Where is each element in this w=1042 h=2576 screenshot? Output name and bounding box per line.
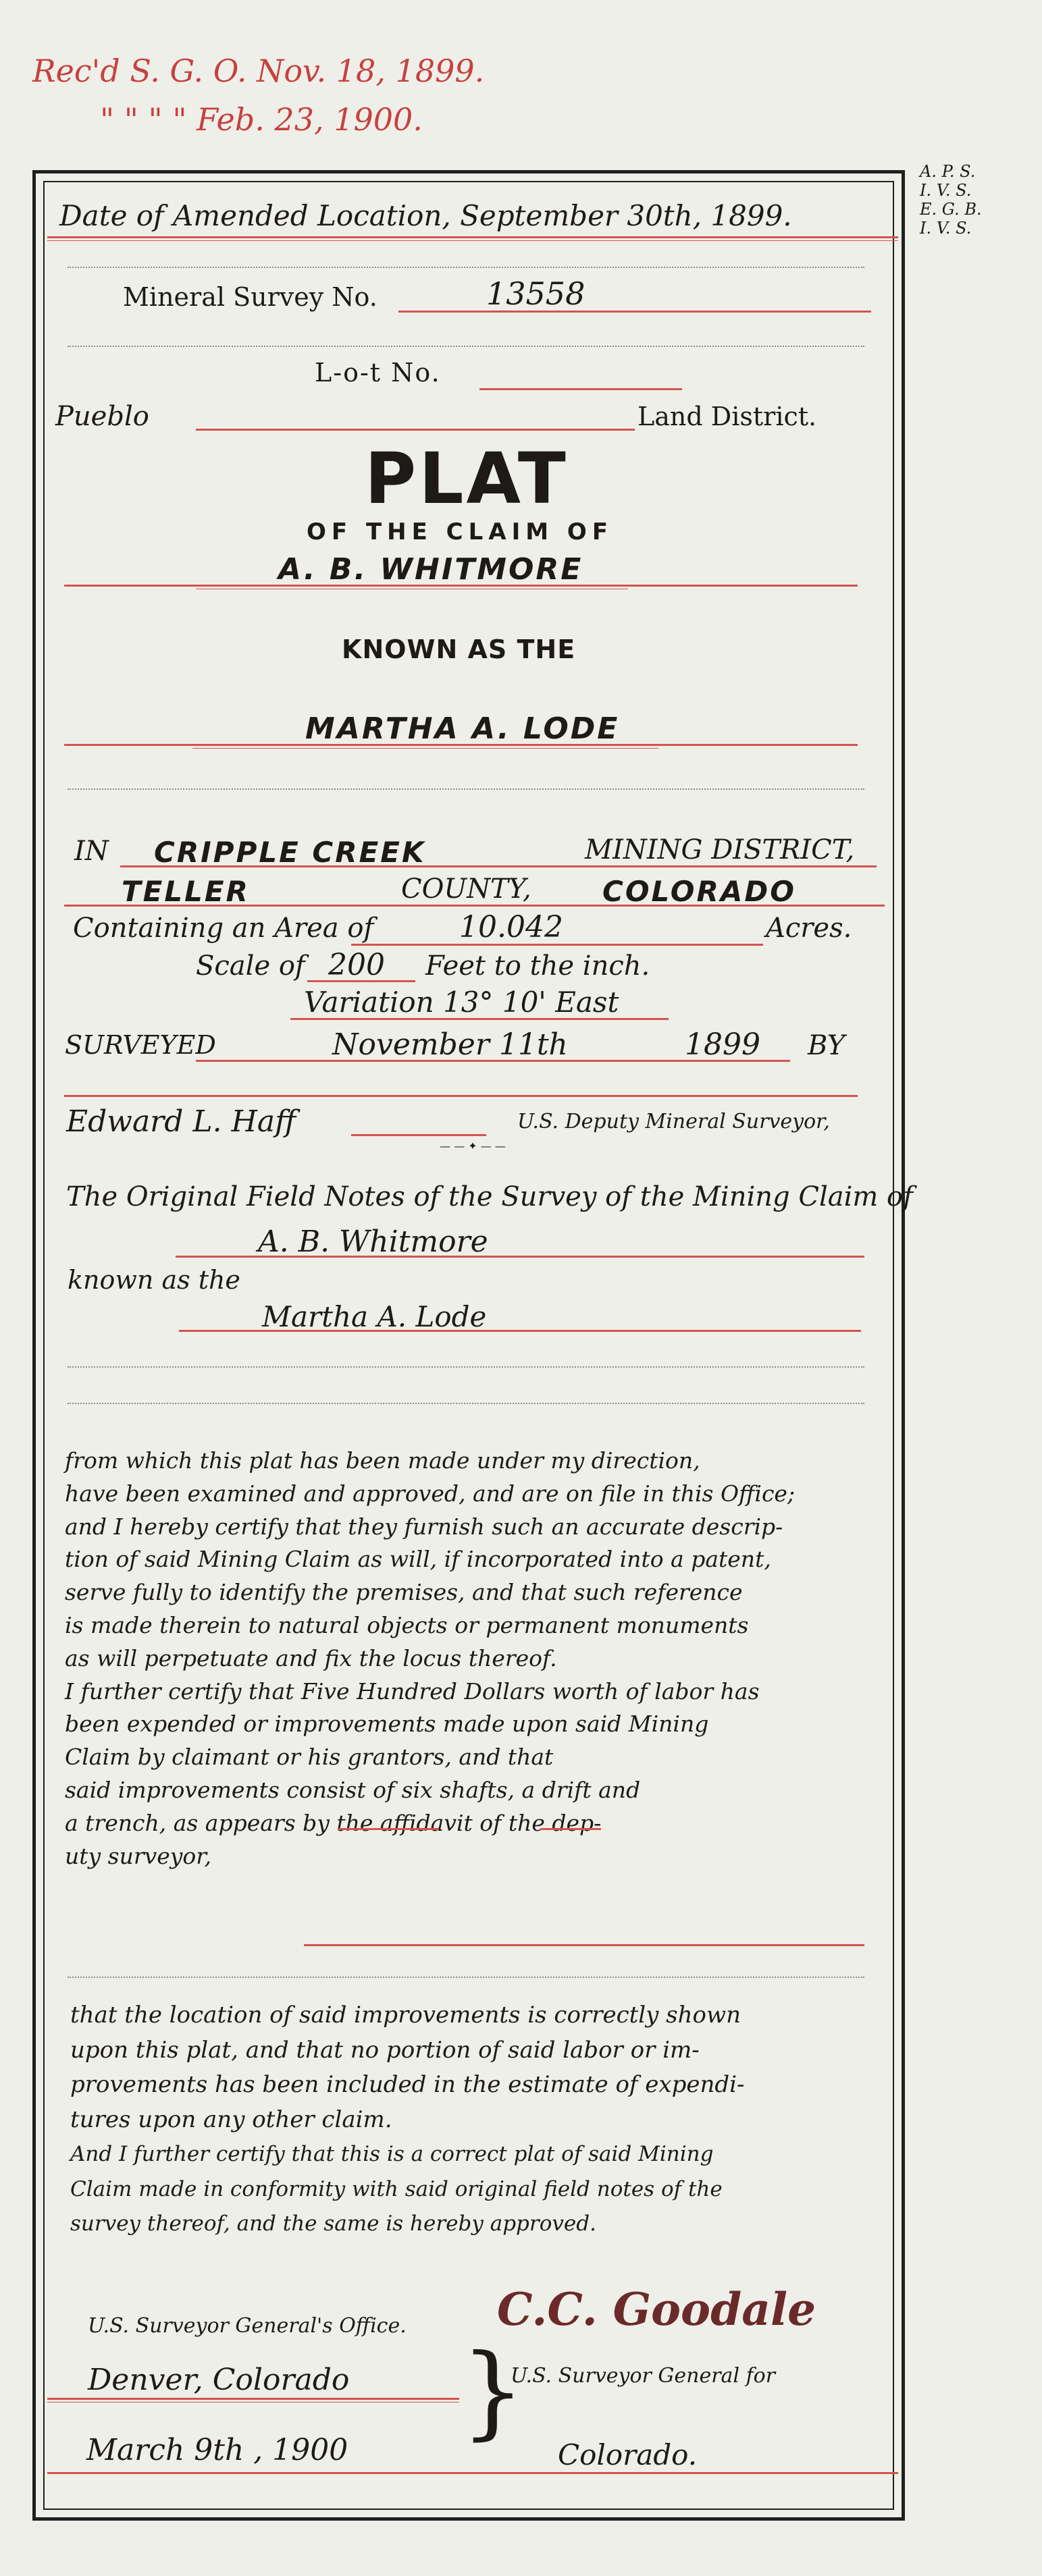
by-label: BY xyxy=(808,1030,845,1061)
claimant-name: A. B. WHITMORE xyxy=(278,552,583,587)
certificate-line: tures upon any other claim. xyxy=(70,2105,392,2133)
area-label: Containing an Area of xyxy=(73,913,374,944)
plat-title: PLAT xyxy=(365,437,569,520)
initial-3: E. G. B. xyxy=(920,200,982,219)
surveyor-general-label: U.S. Surveyor General for xyxy=(511,2364,776,2388)
county-name: TELLER xyxy=(122,875,250,908)
district-underline xyxy=(196,429,635,431)
certificate-line: And I further certify that this is a correct plat of said Mining xyxy=(70,2142,714,2166)
certificate-line: a trench, as appears by the affidavit of the dep- xyxy=(65,1809,602,1836)
certificate-line: from which this plat has been made under my direction, xyxy=(65,1447,700,1474)
office-city: Denver, Colorado xyxy=(88,2363,350,2397)
certificate-line: provements has been included in the estimate of expendi- xyxy=(70,2071,745,2098)
initials-block xyxy=(920,162,1021,238)
blank-line xyxy=(64,1095,858,1097)
certificate-line: Claim made in conformity with said original field notes of the xyxy=(70,2176,723,2201)
initial-1: A. P. S. xyxy=(920,162,976,181)
dotted-rule xyxy=(68,267,864,268)
certificate-line: upon this plat, and that no portion of said labor or im- xyxy=(70,2036,700,2064)
lot-underline xyxy=(479,388,682,390)
in-label: IN xyxy=(74,836,109,867)
receipt-line-2: " " " " Feb. 23, 1900. xyxy=(100,101,423,138)
scale-value: 200 xyxy=(328,948,385,982)
city-underline xyxy=(47,2398,459,2400)
dotted-rule xyxy=(68,346,864,347)
claim-name: MARTHA A. LODE xyxy=(305,712,620,746)
amended-location-date: Date of Amended Location, September 30th, 1899. xyxy=(59,199,792,232)
field-notes-claimant: A. B. Whitmore xyxy=(258,1225,488,1259)
certificate-line: as will perpetuate and fix the locus thereof. xyxy=(65,1644,557,1671)
surveyed-date: November 11th xyxy=(332,1027,568,1062)
area-underline xyxy=(351,944,763,946)
certificate-paragraph-2 xyxy=(70,1998,745,2242)
surveyor-general-office: U.S. Surveyor General's Office. xyxy=(88,2314,407,2338)
certificate-line: have been examined and approved, and are on file in this Office; xyxy=(65,1480,796,1507)
signature: C.C. Goodale xyxy=(497,2283,816,2336)
certificate-line: said improvements consist of six shafts, a drift and xyxy=(65,1776,641,1803)
field-notes-known-as: known as the xyxy=(68,1265,240,1295)
acres-label: Acres. xyxy=(766,913,852,944)
certificate-line: I further certify that Five Hundred Dollars worth of labor has xyxy=(65,1678,760,1705)
dotted-rule xyxy=(68,1977,864,1978)
approval-date: March 9th , 1900 xyxy=(86,2433,348,2467)
field-claim-underline xyxy=(179,1330,861,1332)
survey-underline xyxy=(398,311,871,313)
mineral-survey-number: 13558 xyxy=(486,275,585,312)
variation: Variation 13° 10' East xyxy=(304,986,619,1019)
claimant-underline xyxy=(64,585,858,587)
scale-underline xyxy=(307,980,415,982)
surveyed-underline xyxy=(196,1060,790,1062)
variation-underline xyxy=(290,1018,669,1020)
amended-underline xyxy=(47,236,898,238)
surveyor-blank xyxy=(304,1944,864,1946)
state-signature-line: Colorado. xyxy=(558,2438,698,2471)
receipt-line-1: Rec'd S. G. O. Nov. 18, 1899. xyxy=(32,53,485,89)
district-name: Pueblo xyxy=(55,401,149,432)
brace: } xyxy=(461,2333,525,2450)
city-underline-2 xyxy=(47,2402,459,2403)
lot-label: L-o-t No. xyxy=(315,358,441,387)
mineral-survey-label: Mineral Survey No. xyxy=(123,282,377,312)
surveyor-underline xyxy=(351,1134,486,1136)
claim-name-underline xyxy=(64,744,858,746)
surveyor-name: Edward L. Haff xyxy=(66,1104,296,1139)
certificate-line: tion of said Mining Claim as will, if incorporated into a patent, xyxy=(65,1546,771,1573)
certificate-line: been expended or improvements made upon said Mining xyxy=(65,1711,709,1738)
field-claimant-underline xyxy=(176,1256,864,1258)
dotted-rule xyxy=(68,1366,864,1368)
county-label: COUNTY, xyxy=(401,874,531,905)
county-underline xyxy=(64,905,885,907)
amended-underline-2 xyxy=(47,240,898,241)
plat-subtitle: OF THE CLAIM OF xyxy=(307,518,614,545)
area-value: 10.042 xyxy=(459,910,563,944)
dotted-rule xyxy=(68,1403,864,1404)
grantors-blank xyxy=(540,1828,601,1830)
initial-2: I. V. S. xyxy=(920,181,972,200)
surveyor-title: U.S. Deputy Mineral Surveyor, xyxy=(517,1110,830,1133)
certificate-line: is made therein to natural objects or permanent monuments xyxy=(65,1611,749,1638)
claimant-blank xyxy=(338,1828,439,1830)
surveyed-label: SURVEYED xyxy=(65,1030,216,1060)
certificate-line: and I hereby certify that they furnish such an accurate descrip- xyxy=(65,1513,783,1540)
certificate-line: that the location of said improvements is correctly shown xyxy=(70,2002,741,2029)
state-name: COLORADO xyxy=(602,875,796,908)
initial-4: I. V. S. xyxy=(920,219,972,238)
scale-unit: Feet to the inch. xyxy=(425,950,650,982)
scale-label: Scale of xyxy=(196,950,305,982)
certificate-line: survey thereof, and the same is hereby approved. xyxy=(70,2211,596,2236)
field-notes-claim-name: Martha A. Lode xyxy=(262,1300,487,1333)
field-notes-intro: The Original Field Notes of the Survey of the Mining Claim of xyxy=(66,1181,913,1212)
date-underline xyxy=(47,2472,898,2474)
dotted-rule xyxy=(68,788,864,790)
mining-district-name: CRIPPLE CREEK xyxy=(154,836,426,869)
certificate-line: Claim by claimant or his grantors, and that xyxy=(65,1744,554,1771)
claim-name-underline-2 xyxy=(192,748,658,749)
district-name-underline xyxy=(120,865,877,867)
mining-district-label: MINING DISTRICT, xyxy=(585,834,855,865)
surveyed-year: 1899 xyxy=(685,1027,760,1062)
certificate-line: serve fully to identify the premises, and that such reference xyxy=(65,1579,743,1606)
ornament-divider: — — ✦ — — xyxy=(440,1139,506,1152)
certificate-paragraph-1 xyxy=(65,1445,795,1873)
land-district-label: Land District. xyxy=(637,402,817,431)
certificate-line: uty surveyor, xyxy=(65,1842,211,1869)
known-as-label: KNOWN AS THE xyxy=(342,635,576,664)
